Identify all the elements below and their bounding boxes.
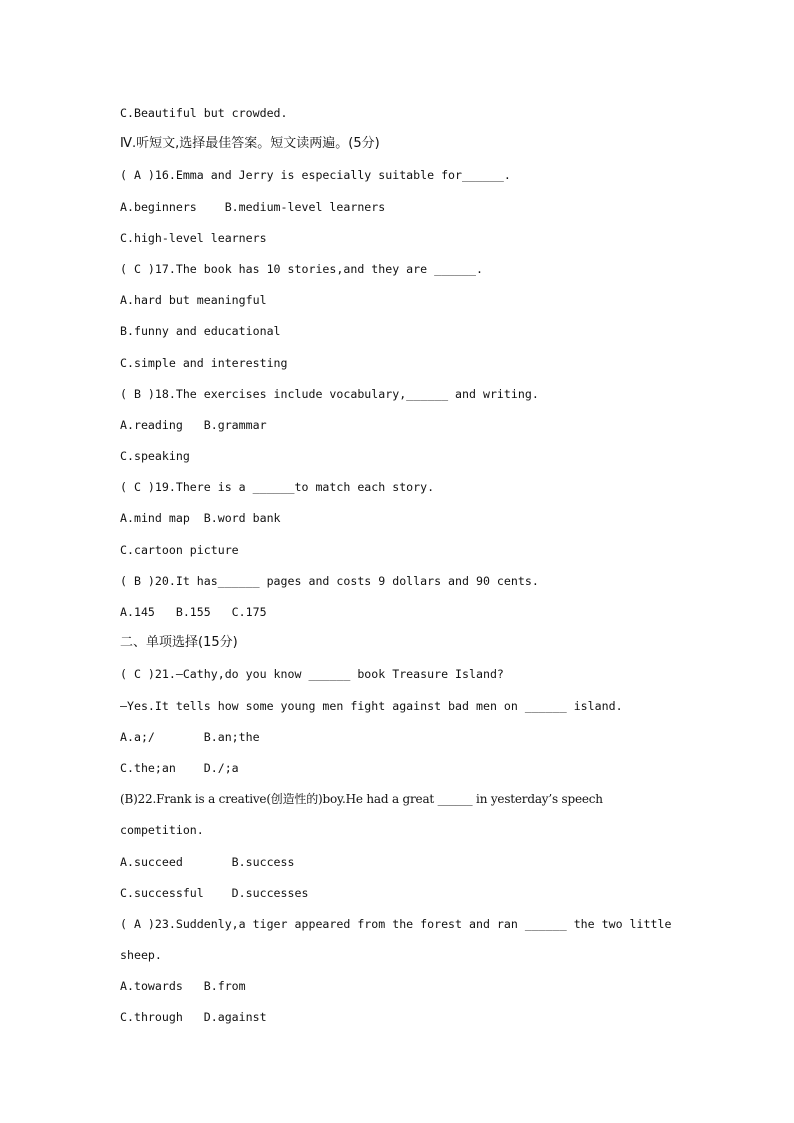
options-ab-q22: A.succeed B.success (120, 854, 295, 869)
options-cd-q22: C.successful D.successes (120, 885, 309, 900)
question-16: ( A )16.Emma and Jerry is especially suitable for______. (120, 168, 511, 183)
options-q20: A.145 B.155 C.175 (120, 605, 267, 619)
options-cd-q21: C.the;an D./;a (120, 760, 239, 775)
question-22-continued: competition. (120, 823, 204, 838)
question-23: ( A )23.Suddenly,a tiger appeared from the forest and ran ______ the two little (120, 916, 672, 931)
options-cd-q23: C.through D.against (120, 1010, 267, 1025)
option-c-q15: C.Beautiful but crowded. (120, 106, 288, 120)
option-a-q17: A.hard but meaningful (120, 293, 267, 308)
document-page (120, 104, 720, 1040)
section-iv-heading: Ⅳ.听短文,选择最佳答案。短文读两遍。(5分) (120, 136, 380, 152)
option-b-q17: B.funny and educational (120, 324, 281, 339)
option-c-q17: C.simple and interesting (120, 355, 288, 370)
option-c-q18: C.speaking (120, 449, 190, 464)
options-ab-q21: A.a;/ B.an;the (120, 729, 260, 744)
question-19: ( C )19.There is a ______to match each story. (120, 480, 435, 495)
question-17: ( C )17.The book has 10 stories,and they are ______. (120, 261, 483, 276)
question-22: (B)22.Frank is a creative(创造性的)boy.He had a great ______ in yesterday’s speech (120, 792, 603, 807)
options-ab-q19: A.mind map B.word bank (120, 511, 281, 526)
question-18: ( B )18.The exercises include vocabulary,______ and writing. (120, 386, 539, 401)
question-20: ( B )20.It has______ pages and costs 9 dollars and 90 cents. (120, 573, 539, 588)
options-ab-q16: A.beginners B.medium-level learners (120, 199, 386, 214)
option-c-q19: C.cartoon picture (120, 542, 239, 557)
options-ab-q18: A.reading B.grammar (120, 417, 267, 432)
options-ab-q23: A.towards B.from (120, 979, 246, 994)
section-2-heading: 二、单项选择(15分) (120, 635, 238, 651)
question-21-answer-line: —Yes.It tells how some young men fight against bad men on ______ island. (120, 698, 623, 713)
option-c-q16: C.high-level learners (120, 230, 267, 245)
question-23-continued: sheep. (120, 948, 162, 963)
question-21: ( C )21.—Cathy,do you know ______ book Treasure Island? (120, 667, 504, 682)
